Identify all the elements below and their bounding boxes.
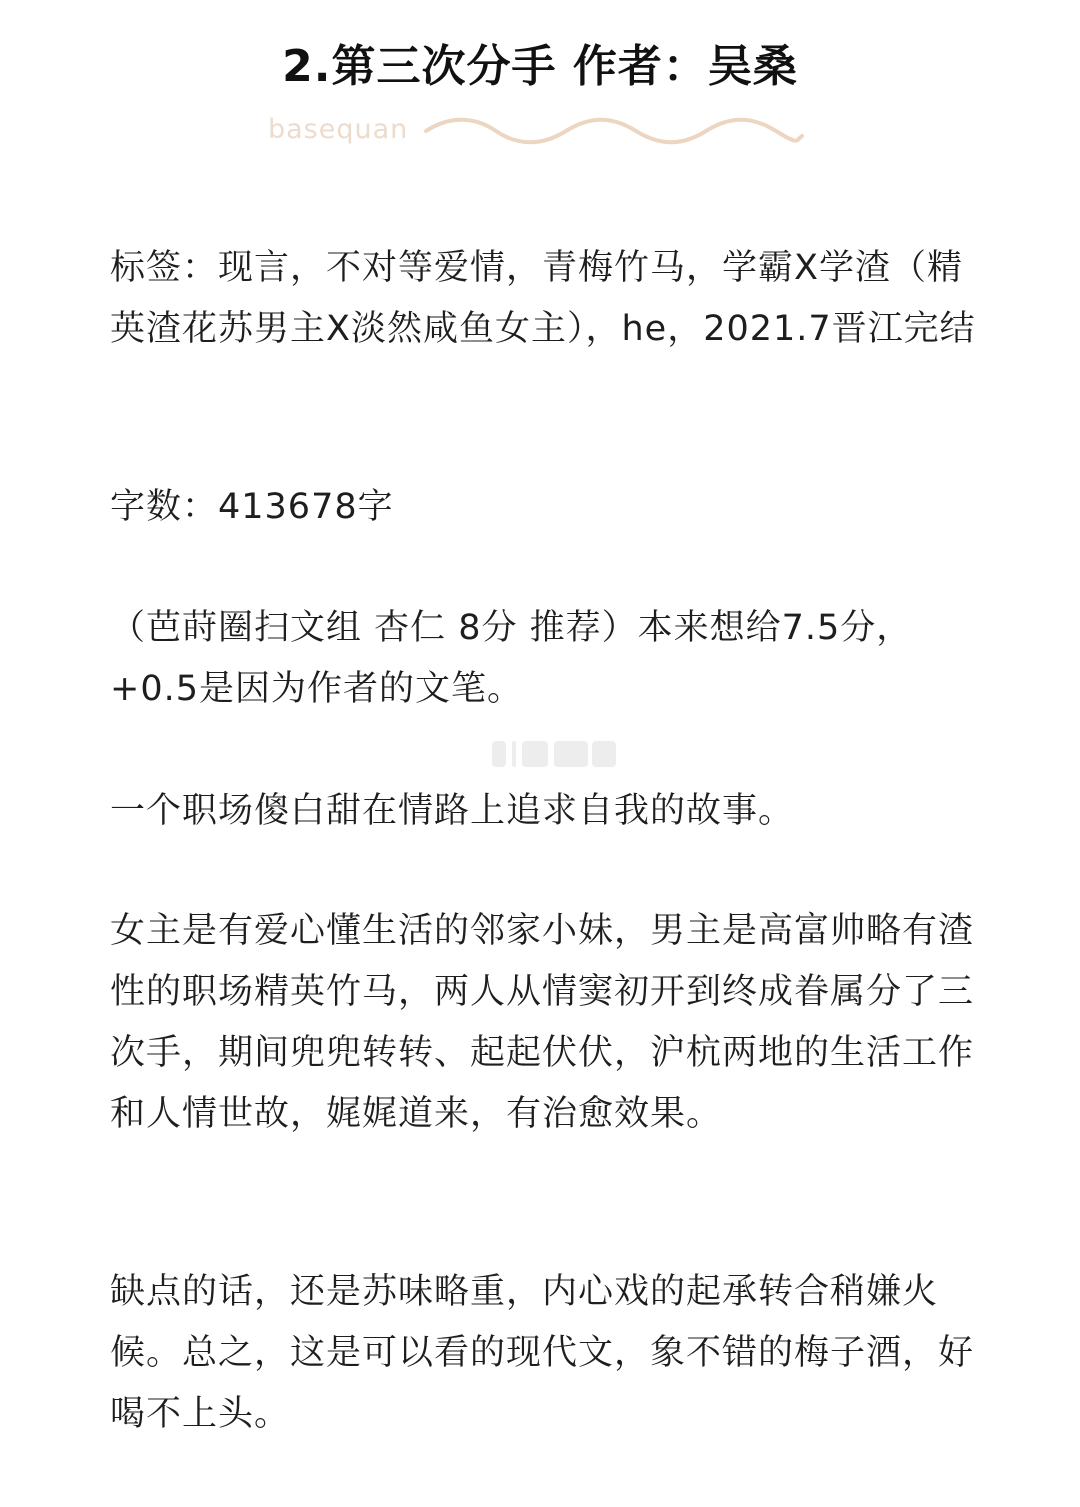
watermark-text: basequan	[268, 114, 409, 145]
story-summary-paragraph: 一个职场傻白甜在情路上追求自我的故事。	[110, 791, 795, 831]
recommendation-paragraph: （芭莳圈扫文组 杏仁 8分 推荐）本来想给7.5分，+0.5是因为作者的文笔。	[110, 608, 913, 709]
wave-divider-icon	[424, 114, 804, 148]
title-decoration	[268, 108, 808, 152]
plot-paragraph: 女主是有爱心懂生活的邻家小妹，男主是高富帅略有渣性的职场精英竹马，两人从情窦初开到终成眷属分了三次手，期间兜兜转转、起起伏伏，沪杭两地的生活工作和人情世故，娓娓道来，有治愈效果。	[110, 911, 975, 1134]
article-title: 2.第三次分手 作者：吴桑	[282, 41, 798, 92]
cons-paragraph: 缺点的话，还是苏味略重，内心戏的起承转合稍嫌火候。总之，这是可以看的现代文，象不错的梅子酒，好喝不上头。	[110, 1272, 975, 1434]
tags-paragraph: 标签：现言，不对等爱情，青梅竹马，学霸X学渣（精英渣花苏男主X淡然咸鱼女主），he，2021.7晋江完结	[110, 248, 976, 349]
word-count-paragraph: 字数：413678字	[110, 487, 394, 527]
image-placeholder-divider	[492, 741, 616, 767]
